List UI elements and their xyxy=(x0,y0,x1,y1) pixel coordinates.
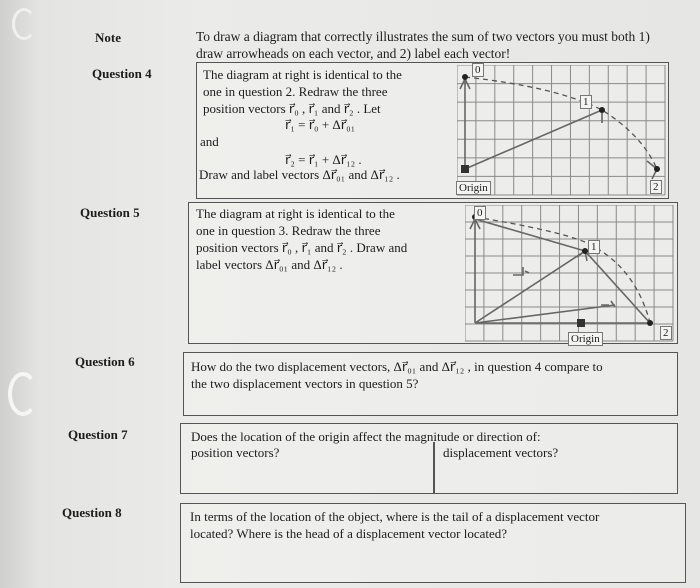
column-divider xyxy=(433,442,435,494)
question-4-text xyxy=(203,66,453,117)
displacement-vector-01 xyxy=(475,219,585,251)
drawn-vector xyxy=(475,305,615,323)
question-5-text xyxy=(196,205,456,273)
note-text: To draw a diagram that correctly illustrates the sum of two vectors you must both 1) draw arrowheads on each vector, and 2) label each vector! xyxy=(196,29,650,61)
question-4-label: Question 4 xyxy=(92,66,152,81)
question-7-label: Question 7 xyxy=(68,427,128,442)
equation-r2: r⃗₂ = r⃗₁ + Δr⃗₁₂ . xyxy=(285,152,362,167)
point-0-label: 0 xyxy=(474,206,486,220)
question-8-text xyxy=(190,508,684,542)
point-2 xyxy=(654,166,660,172)
point-2 xyxy=(647,320,653,326)
question-5-label: Question 5 xyxy=(80,205,140,220)
text-line: The diagram at right is identical to the xyxy=(196,206,395,221)
and-text: and xyxy=(200,134,219,149)
point-1-label: 1 xyxy=(588,240,600,254)
origin-marker xyxy=(461,165,469,173)
question-6-text xyxy=(191,358,676,392)
binder-hole xyxy=(8,372,38,416)
origin-label: Origin xyxy=(456,181,491,195)
text-line: How do the two displacement vectors, Δr⃗₀₁ and Δr⃗₁₂ , in question 4 compare to xyxy=(191,359,603,374)
point-0-label: 0 xyxy=(472,63,484,77)
equation-r1: r⃗₁ = r⃗₀ + Δr⃗₀₁ xyxy=(285,117,356,132)
position-vector-r1 xyxy=(475,251,585,323)
text-line: one in question 2. Redraw the three xyxy=(203,84,388,99)
handwritten-r1-mark xyxy=(513,267,529,275)
point-2-label: 2 xyxy=(650,180,662,194)
question-8-label: Question 8 xyxy=(62,505,122,520)
note-label: Note xyxy=(95,30,121,45)
text-line: located? Where is the head of a displacement vector located? xyxy=(190,526,508,541)
point-2-label: 2 xyxy=(660,326,672,340)
question-4-grid-diagram xyxy=(457,65,667,197)
question-6-label: Question 6 xyxy=(75,354,135,369)
text-line: position vectors r⃗₀ , r⃗₁ and r⃗₂ . Draw and xyxy=(196,240,408,255)
origin-marker xyxy=(577,319,585,327)
question-4-instruction: Draw and label vectors Δr⃗₀₁ and Δr⃗₁₂ . xyxy=(199,167,400,182)
position-vectors-prompt: position vectors? xyxy=(191,445,280,460)
text-line: In terms of the location of the object, where is the tail of a displacement vector xyxy=(190,509,600,524)
text-line: label vectors Δr⃗₀₁ and Δr⃗₁₂ . xyxy=(196,257,343,272)
displacement-vectors-prompt: displacement vectors? xyxy=(443,445,559,460)
question-7-text: Does the location of the origin affect the magnitude or direction of: xyxy=(191,429,541,444)
binder-hole xyxy=(12,8,36,40)
text-line: one in question 3. Redraw the three xyxy=(196,223,381,238)
origin-label: Origin xyxy=(568,332,603,346)
displacement-vector-12 xyxy=(585,251,650,323)
question-5-grid-diagram xyxy=(465,205,675,342)
text-line: position vectors r⃗₀ , r⃗₁ and r⃗₂ . Let xyxy=(203,101,381,116)
trajectory-path xyxy=(465,77,657,169)
point-0 xyxy=(462,74,468,80)
text-line: The diagram at right is identical to the xyxy=(203,67,402,82)
point-1 xyxy=(599,107,605,113)
point-1-label: 1 xyxy=(580,95,592,109)
text-line: the two displacement vectors in question 5? xyxy=(191,376,419,391)
